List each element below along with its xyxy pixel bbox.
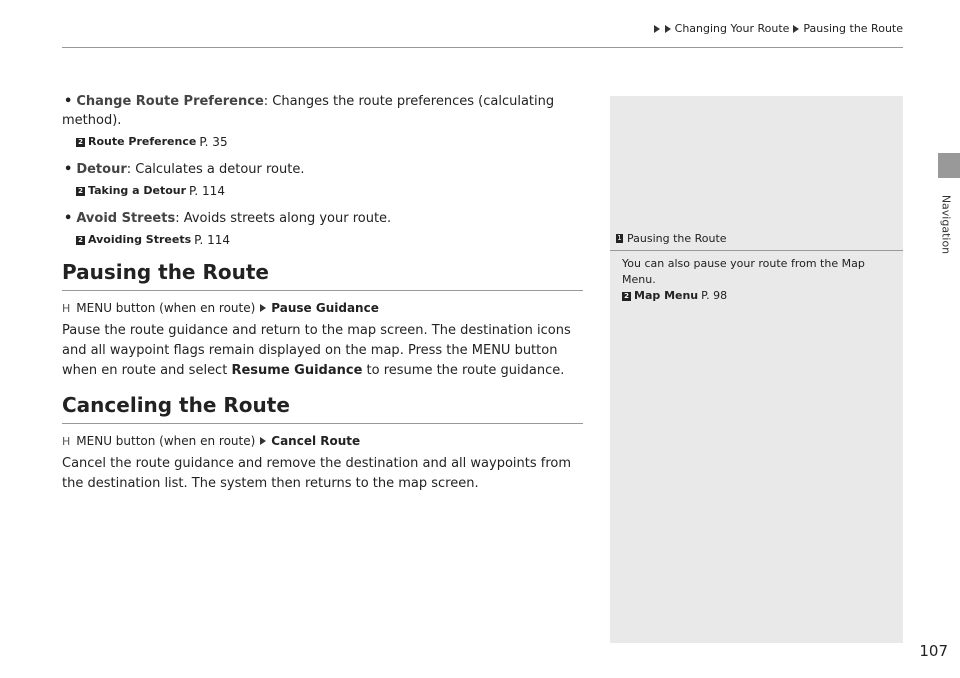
- paragraph: [62, 321, 583, 381]
- section-heading-pausing: Pausing the Route: [62, 260, 583, 291]
- side-tab: [938, 153, 960, 178]
- bullet-item: [62, 209, 583, 248]
- bullet-icon: •: [64, 211, 73, 226]
- menu-path: [62, 301, 583, 315]
- bullet-item: [62, 92, 583, 150]
- xref-page[interactable]: P. 114: [194, 233, 231, 247]
- xref-page[interactable]: P. 35: [199, 135, 228, 149]
- bullet-desc: : Changes the route preferences (calculating method).: [62, 94, 555, 128]
- bullet-icon: •: [64, 162, 73, 177]
- triangle-icon: [793, 25, 799, 33]
- cross-reference[interactable]: [76, 134, 583, 150]
- triangle-icon: [260, 304, 266, 312]
- home-icon: H: [62, 301, 71, 315]
- paragraph-text: Pause the route guidance and return to the map screen. The destination icons and all waypoint flags remain displayed on the map. Press the MENU button when en route and select: [62, 323, 571, 378]
- cross-reference[interactable]: [76, 232, 583, 248]
- notes-sidebar: [610, 96, 903, 643]
- xref-title[interactable]: Avoiding Streets: [88, 233, 192, 246]
- paragraph-bold: Resume Guidance: [231, 363, 363, 378]
- menu-path: [62, 434, 583, 448]
- page-number: 107: [919, 642, 948, 660]
- reference-arrow-icon: 2: [76, 187, 85, 196]
- bullet-term: Avoid Streets: [76, 211, 176, 226]
- xref-page[interactable]: P. 114: [189, 184, 225, 198]
- paragraph-text: to resume the route guidance.: [362, 363, 565, 378]
- note-title: Pausing the Route: [627, 232, 727, 245]
- breadcrumb-part-2[interactable]: Pausing the Route: [803, 22, 903, 35]
- cross-reference[interactable]: [76, 183, 583, 199]
- section-heading-canceling: Canceling the Route: [62, 393, 583, 424]
- main-content: [62, 92, 583, 506]
- cross-reference[interactable]: [622, 288, 892, 304]
- triangle-icon: [654, 25, 660, 33]
- note-header: [610, 232, 903, 251]
- reference-arrow-icon: 2: [76, 236, 85, 245]
- xref-page[interactable]: P. 98: [701, 289, 728, 302]
- paragraph: Cancel the route guidance and remove the destination and all waypoints from the destination list. The system then returns to the map screen.: [62, 456, 571, 491]
- menu-action: Cancel Route: [271, 434, 361, 448]
- note-text: You can also pause your route from the Map Menu.: [622, 257, 865, 286]
- triangle-icon: [665, 25, 671, 33]
- note-body: [622, 256, 892, 304]
- breadcrumb-part-1[interactable]: Changing Your Route: [674, 22, 790, 35]
- bullet-item: [62, 160, 583, 199]
- xref-title[interactable]: Taking a Detour: [88, 184, 187, 197]
- note-number-icon: 1: [617, 234, 622, 242]
- triangle-icon: [260, 437, 266, 445]
- header-divider: [62, 47, 903, 48]
- bullet-icon: •: [64, 94, 73, 109]
- bullet-desc: : Calculates a detour route.: [126, 162, 305, 177]
- menu-path-text: MENU button (when en route): [76, 301, 256, 315]
- xref-title[interactable]: Map Menu: [634, 289, 699, 302]
- reference-arrow-icon: 2: [622, 292, 631, 301]
- bullet-term: Change Route Preference: [76, 94, 264, 109]
- bullet-desc: : Avoids streets along your route.: [175, 211, 392, 226]
- bullet-term: Detour: [76, 162, 127, 177]
- menu-action: Pause Guidance: [271, 301, 379, 315]
- breadcrumb: [653, 22, 903, 35]
- xref-title[interactable]: Route Preference: [88, 135, 197, 148]
- home-icon: H: [62, 434, 71, 448]
- side-tab-label: Navigation: [939, 194, 953, 255]
- menu-path-text: MENU button (when en route): [76, 434, 256, 448]
- reference-arrow-icon: 2: [76, 138, 85, 147]
